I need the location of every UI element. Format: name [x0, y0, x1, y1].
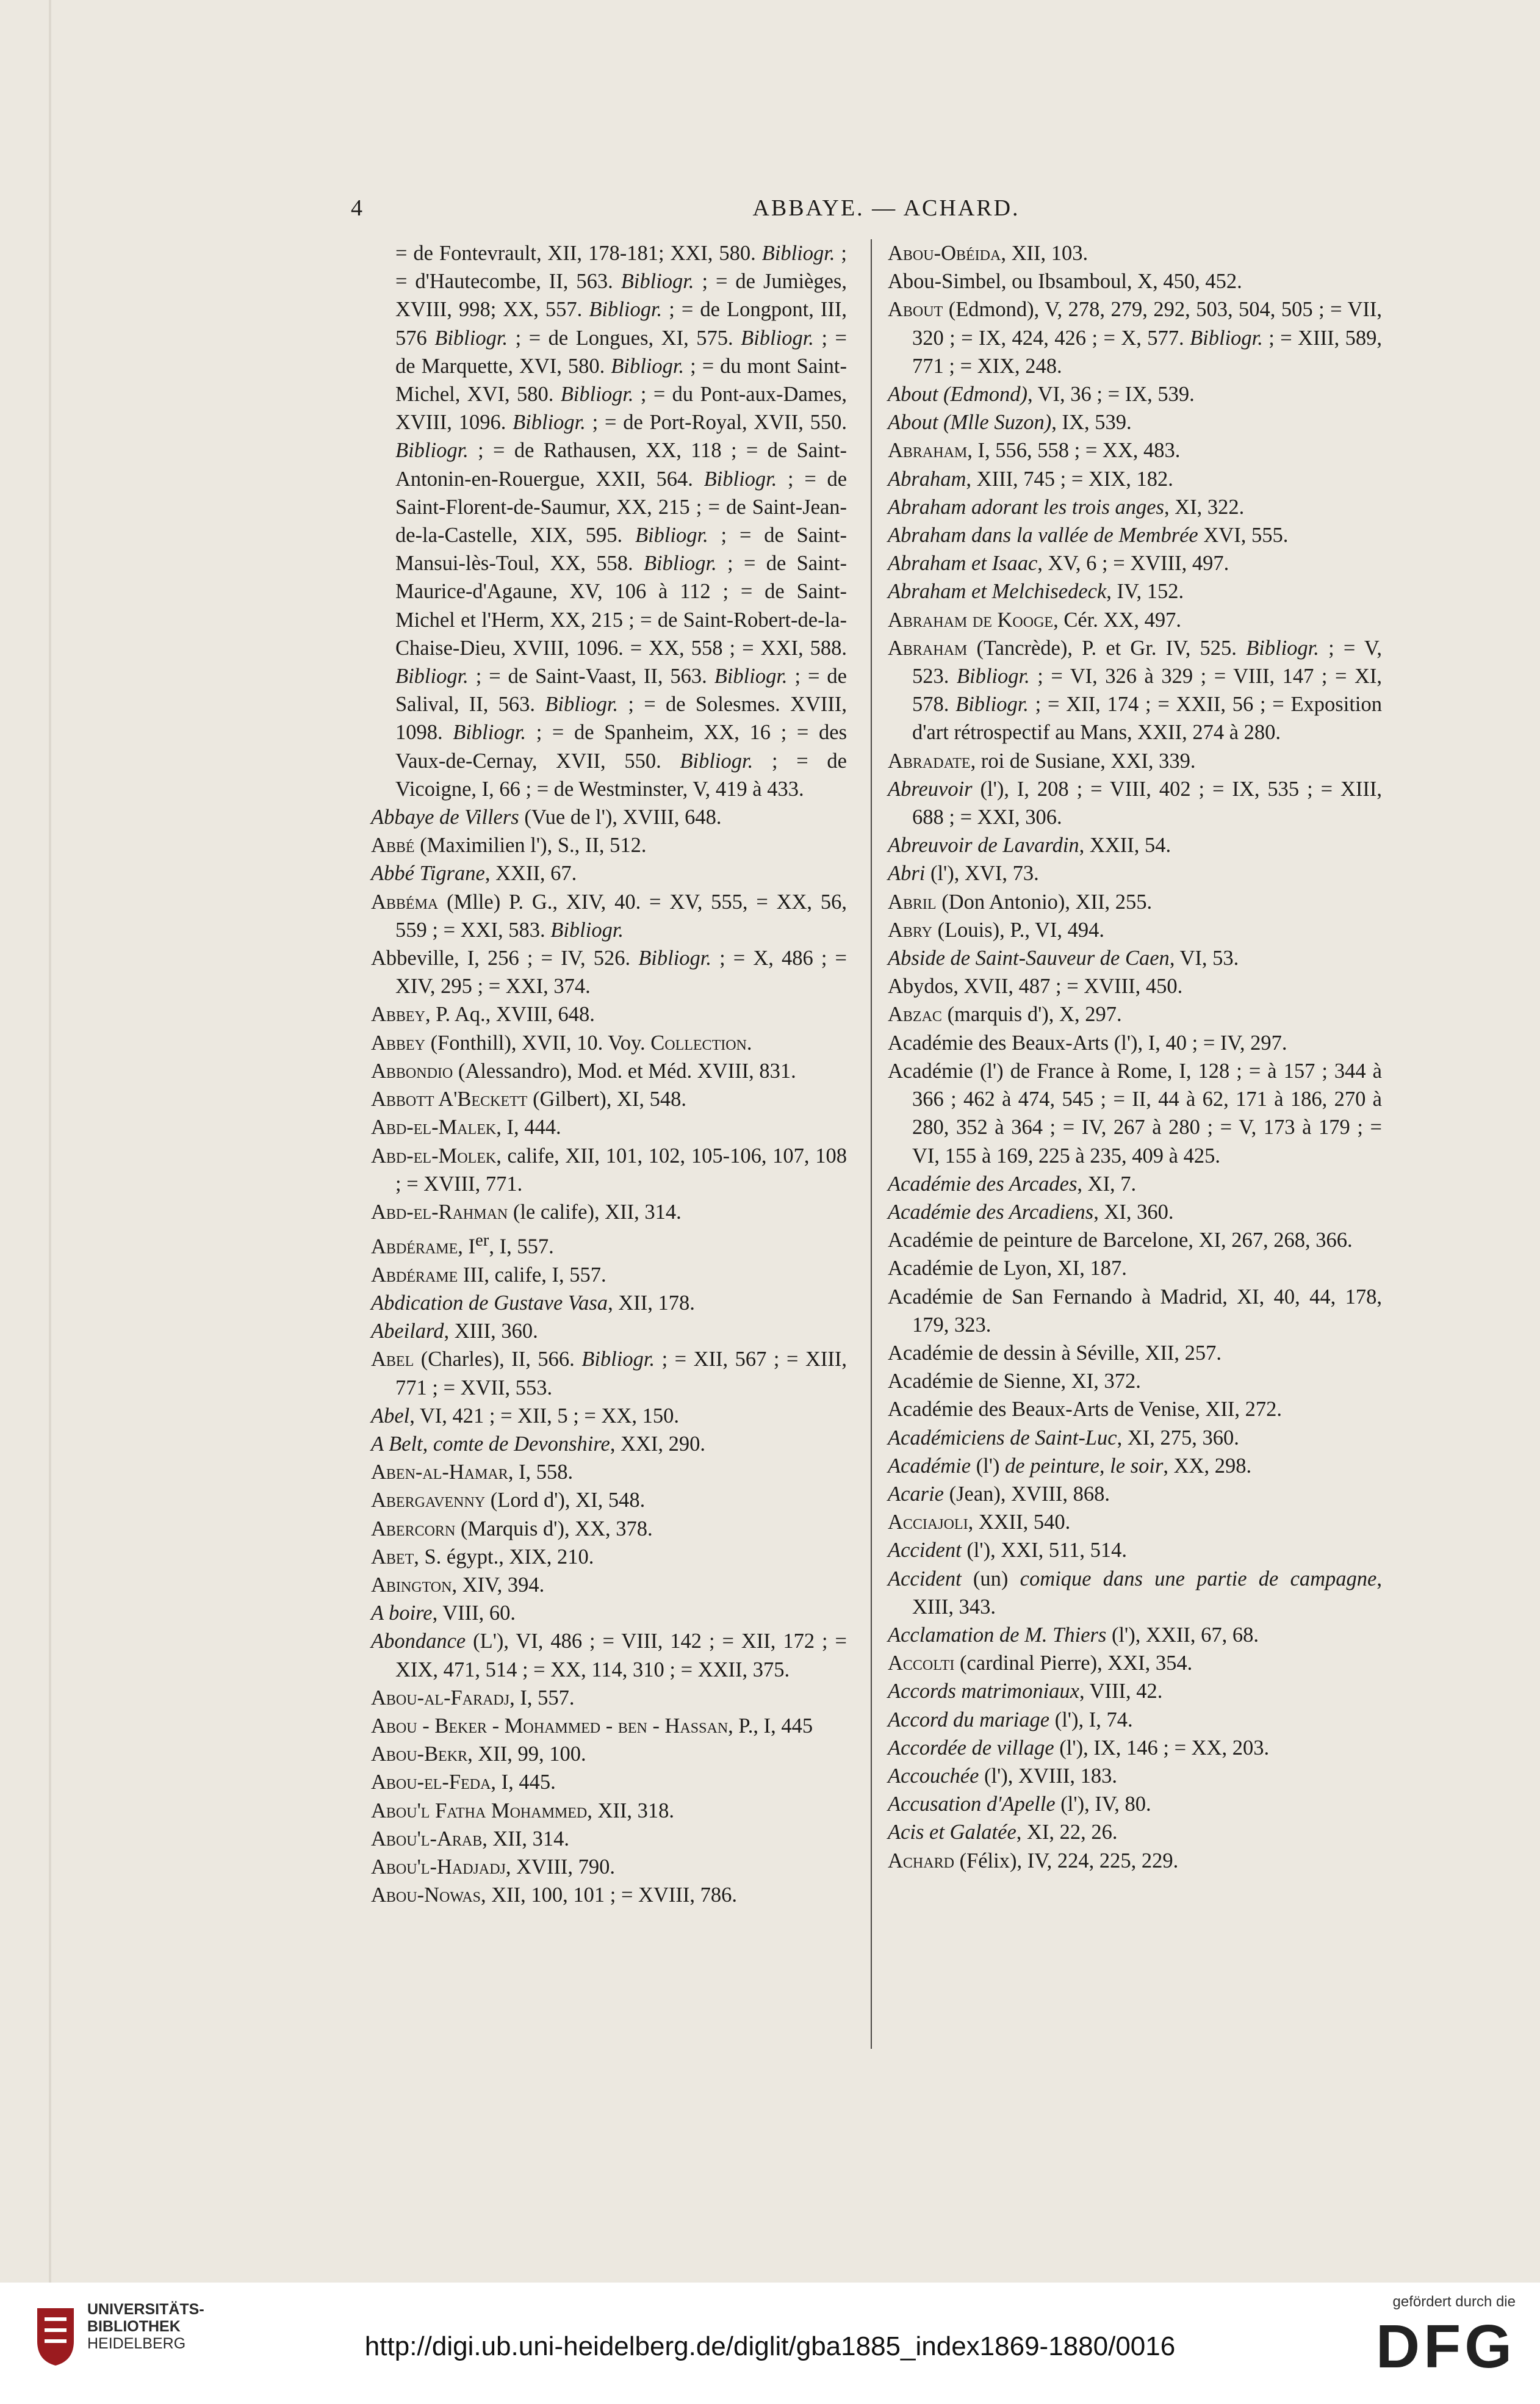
index-entry: Abdérame, Ier, I, 557.: [371, 1230, 554, 1258]
index-entry: Abbey (Fonthill), XVII, 10. Voy. Collection.: [371, 1031, 752, 1055]
index-entry: Abdication de Gustave Vasa, XII, 178.: [371, 1291, 695, 1315]
index-entry: Académie de Lyon, XI, 187.: [888, 1257, 1127, 1280]
index-entry: Abou'l Fatha Mohammed, XII, 318.: [371, 1799, 675, 1822]
index-entry: Abd-el-Rahman (le calife), XII, 314.: [371, 1200, 682, 1224]
index-entry: Accordée de village (l'), IX, 146 ; = XX, 203.: [888, 1736, 1270, 1760]
index-entry: Abraham et Isaac, XV, 6 ; = XVIII, 497.: [888, 552, 1229, 576]
index-entry: Abel (Charles), II, 566. Bibliogr. ; = XII, 567 ; = XIII, 771 ; = XVII, 553.: [371, 1348, 847, 1399]
index-entry: Académie des Arcadiens, XI, 360.: [888, 1200, 1174, 1224]
index-entry: Académie de peinture de Barcelone, XI, 267, 268, 366.: [888, 1229, 1353, 1252]
index-entry: Accident (l'), XXI, 511, 514.: [888, 1539, 1128, 1562]
index-entry: Abou'l-Arab, XII, 314.: [371, 1827, 569, 1850]
index-entry: Abradate, roi de Susiane, XXI, 339.: [888, 749, 1196, 773]
index-entry: Accusation d'Apelle (l'), IV, 80.: [888, 1792, 1151, 1816]
index-entry: Abzac (marquis d'), X, 297.: [888, 1003, 1122, 1027]
page-gutter: [49, 0, 51, 2283]
index-entry: Abington, XIV, 394.: [371, 1573, 545, 1597]
index-entry: Abri (l'), XVI, 73.: [888, 862, 1039, 886]
index-entry: Abraham dans la vallée de Membrée XVI, 555.: [888, 524, 1289, 547]
index-entry: Abbé Tigrane, XXII, 67.: [371, 862, 577, 886]
index-column-left: [371, 239, 847, 1909]
viewer-footer: [0, 2283, 1540, 2404]
index-entry: Abraham adorant les trois anges, XI, 322.: [888, 495, 1245, 519]
index-entry: Abry (Louis), P., VI, 494.: [888, 918, 1105, 942]
index-entry: Abondance (L'), VI, 486 ; = VIII, 142 ; = XII, 172 ; = XIX, 471, 514 ; = XX, 114, 310 ; = XXII, 375.: [371, 1630, 847, 1681]
index-entry: Abbondio (Alessandro), Mod. et Méd. XVIII, 831.: [371, 1059, 796, 1083]
index-entry: Abbeville, I, 256 ; = IV, 526. Bibliogr. ; = X, 486 ; = XIV, 295 ; = XXI, 374.: [371, 947, 847, 998]
index-entry: Académie des Arcades, XI, 7.: [888, 1172, 1137, 1196]
index-entry: Abd-el-Malek, I, 444.: [371, 1116, 561, 1139]
index-entry: Abside de Saint-Sauveur de Caen, VI, 53.: [888, 947, 1239, 970]
index-entry: Abet, S. égypt., XIX, 210.: [371, 1545, 594, 1568]
index-entry: Académie des Beaux-Arts (l'), I, 40 ; = IV, 297.: [888, 1031, 1287, 1055]
funder-caption: gefördert durch die: [1392, 2294, 1516, 2310]
funder-logo: [1333, 2294, 1516, 2397]
index-entry: Abou - Beker - Mohammed - ben - Hassan, P., I, 445: [371, 1714, 813, 1738]
index-entry: Abou-Simbel, ou Ibsamboul, X, 450, 452.: [888, 270, 1242, 294]
running-title: ABBAYE. — ACHARD.: [752, 195, 1020, 221]
index-entry: Abril (Don Antonio), XII, 255.: [888, 890, 1153, 914]
index-entry: Aben-al-Hamar, I, 558.: [371, 1460, 574, 1484]
library-name-line2: BIBLIOTHEK: [87, 2318, 181, 2335]
index-entry: Abergavenny (Lord d'), XI, 548.: [371, 1489, 646, 1512]
index-entry: Acis et Galatée, XI, 22, 26.: [888, 1821, 1118, 1844]
index-entry: Abou-Obéida, XII, 103.: [888, 242, 1088, 265]
index-entry: Abraham de Kooge, Cér. XX, 497.: [888, 608, 1181, 632]
index-entry: Abdérame III, calife, I, 557.: [371, 1263, 606, 1287]
index-entry: Abraham et Melchisedeck, IV, 152.: [888, 580, 1184, 604]
dfg-logo-icon: DFG: [1375, 2312, 1516, 2381]
index-entry: Abbaye de Villers (Vue de l'), XVIII, 648.: [371, 806, 722, 829]
library-name-line1: UNIVERSITÄTS-: [87, 2301, 204, 2318]
permalink-url[interactable]: http://digi.ub.uni-heidelberg.de/diglit/gba1885_index1869-1880/0016: [364, 2331, 1176, 2361]
index-entry: Académie des Beaux-Arts de Venise, XII, 272.: [888, 1398, 1283, 1421]
index-entry: Acarie (Jean), XVIII, 868.: [888, 1482, 1110, 1506]
index-entry: Abydos, XVII, 487 ; = XVIII, 450.: [888, 975, 1183, 998]
index-entry: Académie (l') de peinture, le soir, XX, 298.: [888, 1454, 1252, 1478]
index-entry: Abd-el-Molek, calife, XII, 101, 102, 105-106, 107, 108 ; = XVIII, 771.: [371, 1144, 847, 1196]
index-entry: Accord du mariage (l'), I, 74.: [888, 1708, 1133, 1731]
index-entry: Abercorn (Marquis d'), XX, 378.: [371, 1517, 653, 1540]
index-entry: A boire, VIII, 60.: [371, 1601, 516, 1625]
page-header: [351, 194, 1422, 231]
index-entry: Abreuvoir (l'), I, 208 ; = VIII, 402 ; = IX, 535 ; = XIII, 688 ; = XXI, 306.: [888, 777, 1382, 829]
index-entry: Abou-Nowas, XII, 100, 101 ; = XVIII, 786.: [371, 1883, 737, 1907]
index-entry: Abeilard, XIII, 360.: [371, 1319, 538, 1343]
index-entry: Accident (un) comique dans une partie de campagne, XIII, 343.: [888, 1567, 1382, 1619]
index-entry: About (Edmond), V, 278, 279, 292, 503, 504, 505 ; = VII, 320 ; = IX, 424, 426 ; = X, 577. Bibliogr. ; = XIII, 589, 771 ; = XIX, 248.: [888, 298, 1382, 378]
index-entry: Abou'l-Hadjadj, XVIII, 790.: [371, 1855, 616, 1879]
index-entry: Abraham, XIII, 745 ; = XIX, 182.: [888, 467, 1173, 491]
index-entry: About (Mlle Suzon), IX, 539.: [888, 411, 1132, 435]
index-entry: Académie de San Fernando à Madrid, XI, 40, 44, 178, 179, 323.: [888, 1285, 1382, 1337]
index-entry: Abbey, P. Aq., XVIII, 648.: [371, 1003, 595, 1027]
index-entry: Abraham (Tancrède), P. et Gr. IV, 525. Bibliogr. ; = V, 523. Bibliogr. ; = VI, 326 à 329 ; = VIII, 147 ; = XI, 578. Bibliogr. ; = XII, 174 ; = XXII, 56 ; = Exposition d'art rétrospectif au Mans, XXII, 274 à 280.: [888, 636, 1382, 745]
library-name-line3: HEIDELBERG: [87, 2335, 186, 2352]
index-entry: Académiciens de Saint-Luc, XI, 275, 360.: [888, 1426, 1239, 1449]
index-column-right: [888, 239, 1382, 1875]
index-entry: Accolti (cardinal Pierre), XXI, 354.: [888, 1651, 1193, 1675]
index-entry: Abbott A'Beckett (Gilbert), XI, 548.: [371, 1088, 687, 1111]
index-entry: Accouchée (l'), XVIII, 183.: [888, 1764, 1117, 1788]
index-entry: Accords matrimoniaux, VIII, 42.: [888, 1680, 1163, 1703]
index-entry: Abou-al-Faradj, I, 557.: [371, 1686, 575, 1709]
index-entry: Abraham, I, 556, 558 ; = XX, 483.: [888, 439, 1181, 463]
index-entry: Abou-el-Feda, I, 445.: [371, 1771, 556, 1794]
index-entry: Abou-Bekr, XII, 99, 100.: [371, 1742, 586, 1766]
index-entry: Académie de dessin à Séville, XII, 257.: [888, 1341, 1222, 1365]
index-entry: Abbé (Maximilien l'), S., II, 512.: [371, 834, 647, 857]
index-entry: Abel, VI, 421 ; = XII, 5 ; = XX, 150.: [371, 1404, 679, 1428]
index-entry: Achard (Félix), IV, 224, 225, 229.: [888, 1849, 1179, 1872]
index-entry: Académie (l') de France à Rome, I, 128 ; = à 157 ; 344 à 366 ; 462 à 474, 545 ; = II, 44 à 62, 171 à 186, 270 à 280, 352 à 364 ; = IV, 267 à 280 ; = V, 173 à 179 ; = VI, 155 à 169, 225 à 235, 409 à 425.: [888, 1059, 1382, 1168]
page-number: 4: [351, 195, 362, 221]
index-entry: Abbéma (Mlle) P. G., XIV, 40. = XV, 555, = XX, 56, 559 ; = XXI, 583. Bibliogr.: [371, 890, 847, 942]
index-entry: Acclamation de M. Thiers (l'), XXII, 67, 68.: [888, 1623, 1259, 1647]
index-entry: About (Edmond), VI, 36 ; = IX, 539.: [888, 383, 1195, 406]
index-entry: = de Fontevrault, XII, 178-181; XXI, 580. Bibliogr. ; = d'Hautecombe, II, 563. Bibliogr. ; = de Jumièges, XVIII, 998; XX, 557. Bibliogr. ; = de Longpont, III, 576 Bibliogr. ; = de Longues, XI, 575. Bibliogr. ; = de Marquette, XVI, 580. Bibliogr. ; = du mont Saint-Michel, XVI, 580. Bibliogr. ; = du Pont-aux-Dames, XVIII, 1096. Bibliogr. ; = de Port-Royal, XVII, 550. Bibliogr. ; = de Rathausen, XX, 118 ; = de Saint-Antonin-en-Rouergue, XXII, 564. Bibliogr. ; = de Saint-Florent-de-Saumur, XX, 215 ; = de Saint-Jean-de-la-Castelle, XIX, 595. Bibliogr. ; = de Saint-Mansui-lès-Toul, XX, 558. Bibliogr. ; = de Saint-Maurice-d'Agaune, XV, 106 à 112 ; = de Saint-Michel et l'Herm, XX, 215 ; = de Saint-Robert-de-la-Chaise-Dieu, XVIII, 1096. = XX, 558 ; = XXI, 588. Bibliogr. ; = de Saint-Vaast, II, 563. Bibliogr. ; = de Salival, II, 563. Bibliogr. ; = de Solesmes. XVIII, 1098. Bibliogr. ; = de Spanheim, XX, 16 ; = des Vaux-de-Cernay, XVII, 550. Bibliogr. ; = de Vicoigne, I, 66 ; = de Westminster, V, 419 à 433.: [395, 242, 847, 801]
index-entry: Académie de Sienne, XI, 372.: [888, 1370, 1141, 1393]
index-entry: Acciajoli, XXII, 540.: [888, 1511, 1071, 1534]
index-entry: A Belt, comte de Devonshire, XXI, 290.: [371, 1432, 706, 1456]
index-entry: Abreuvoir de Lavardin, XXII, 54.: [888, 834, 1171, 857]
column-divider: [871, 239, 872, 2049]
